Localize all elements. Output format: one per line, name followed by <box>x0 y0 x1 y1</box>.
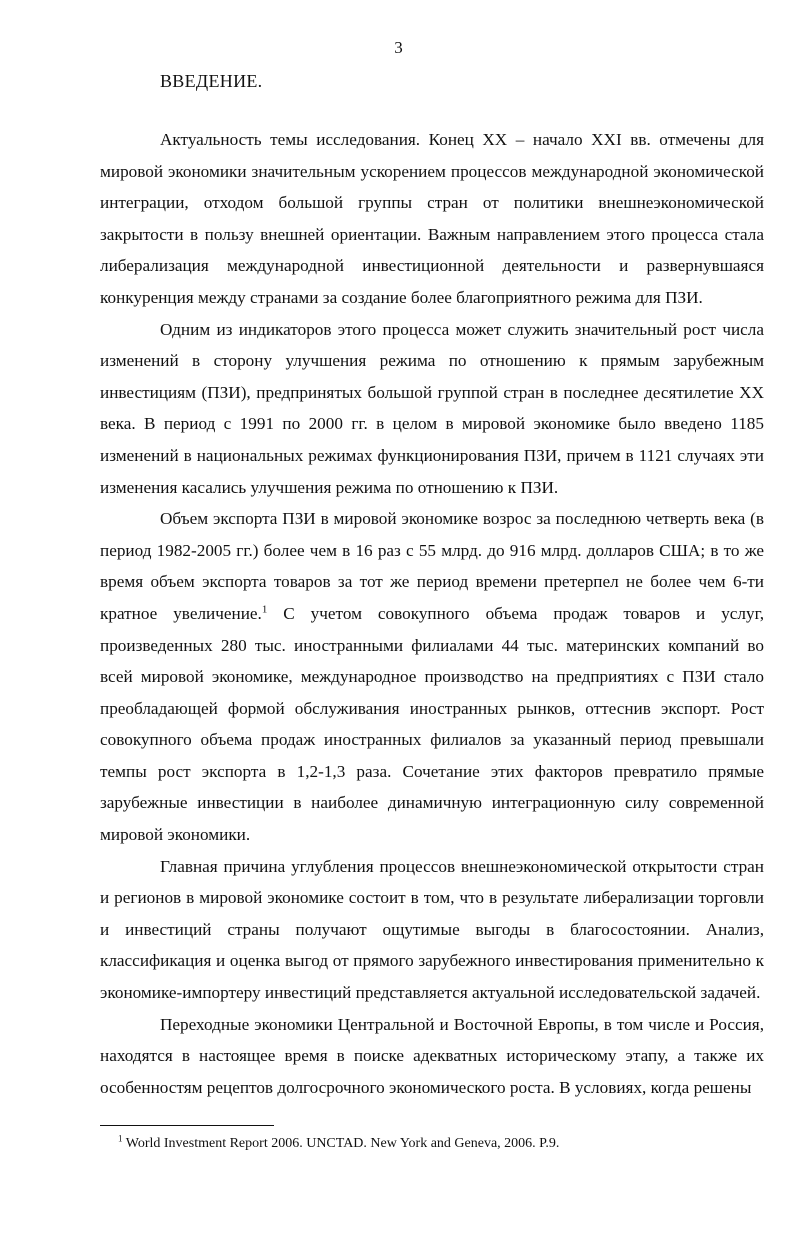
footnote-mark: 1 <box>118 1133 123 1144</box>
paragraph-export-volume <box>100 503 764 851</box>
footnote <box>118 1135 559 1153</box>
paragraph-text: С учетом совокупного объема продаж товаров и услуг, произведенных 280 тыс. иностранными филиалами 44 тыс. материнских компаний во всей мировой экономике, международное производство на предприятиях с ПЗИ стало преобладающей формой обслуживания иностранных рынков, оттеснив экспорт. Рост совокупного объема продаж иностранных филиалов за указанный период превышали темпы рост экспорта в 1,2-1,3 раза. Сочетание этих факторов превратило прямые зарубежные инвестиции в наиболее динамичную интеграционную силу современной мировой экономики. <box>100 603 764 845</box>
footnote-divider <box>100 1125 274 1126</box>
paragraph-relevance: Актуальность темы исследования. Конец XX – начало XXI вв. отмечены для мировой экономики значительным ускорением процессов международной экономической интеграции, отходом большой группы стран от политики внешнеэкономической закрытости в пользу внешней ориентации. Важным направлением этого процесса стала либерализация международной инвестиционной деятельности и развернувшаяся конкуренция между странами за создание более благоприятного режима для ПЗИ. <box>100 130 764 307</box>
section-heading: ВВЕДЕНИЕ. <box>160 71 263 91</box>
paragraph-indicators: Одним из индикаторов этого процесса может служить значительный рост числа изменений в сторону улучшения режима по отношению к прямым зарубежным инвестициям (ПЗИ), предпринятых большой группой стран в последнее десятилетие XX века. В период с 1991 по 2000 гг. в целом в мировой экономике было введено 1185 изменений в национальных режимах функционирования ПЗИ, причем в 1121 случаях эти изменения касались улучшения режима по отношению к ПЗИ. <box>100 319 764 497</box>
body-text <box>100 124 764 1103</box>
paragraph-text: Объем экспорта ПЗИ в мировой экономике возрос за последнюю четверть века (в период 1982-2005 гг.) более чем в 16 раз с 55 млрд. до 916 млрд. долларов США; в то же время объем экспорта товаров за тот же период времени претерпел не более чем 6-ти кратное увеличение. <box>100 509 764 623</box>
footnote-reference[interactable]: 1 <box>261 603 268 616</box>
page-number: 3 <box>394 38 403 57</box>
paragraph-transition-economies: Переходные экономики Центральной и Восточной Европы, в том числе и Россия, находятся в настоящее время в поиске адекватных историческому этапу, а также их особенностям рецептов долгосрочного экономического роста. В условиях, когда решены <box>100 1014 764 1097</box>
footnote-text: World Investment Report 2006. UNCTAD. New York and Geneva, 2006. P.9. <box>122 1136 560 1151</box>
paragraph-main-reason: Главная причина углубления процессов внешнеэкономической открытости стран и регионов в мировой экономике состоит в том, что в результате либерализации торговли и инвестиций страны получают ощутимые выгоды в благосостоянии. Анализ, классификация и оценка выгод от прямого зарубежного инвестирования применительно к экономике-импортеру инвестиций представляется актуальной исследовательской задачей. <box>100 856 764 1003</box>
